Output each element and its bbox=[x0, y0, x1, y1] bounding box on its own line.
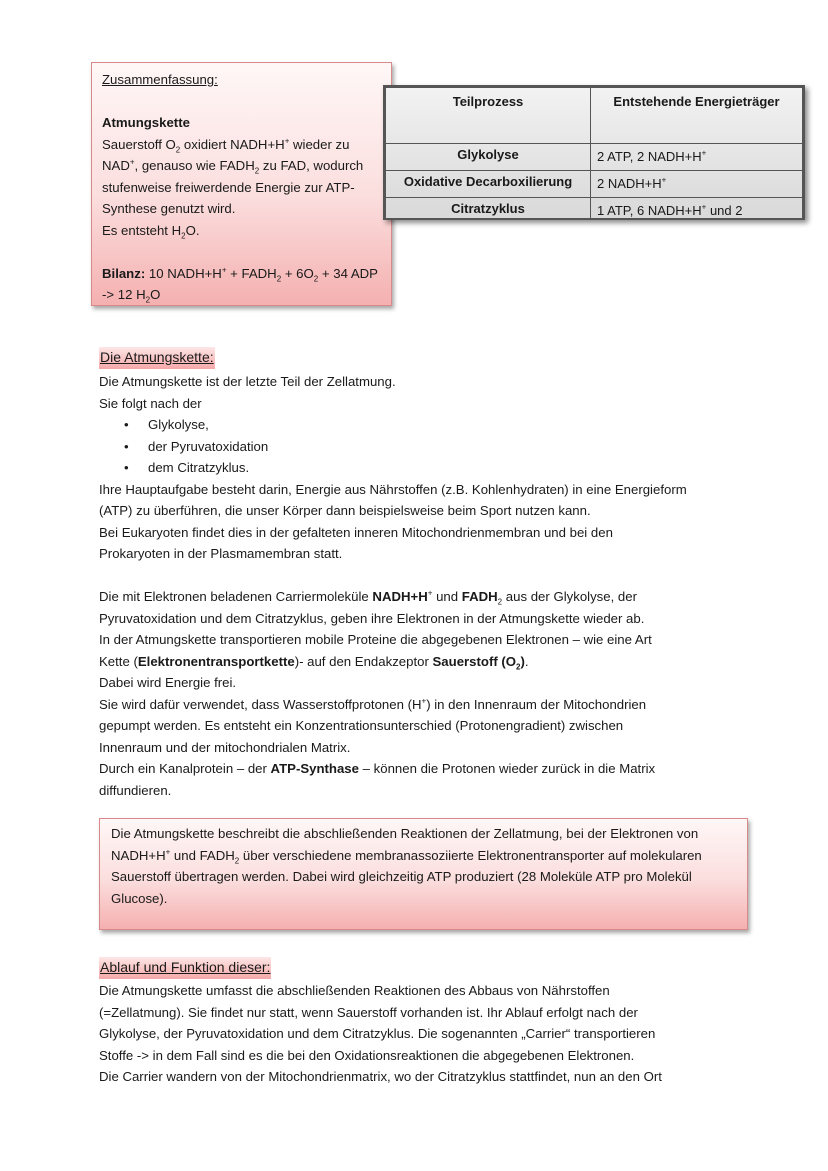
paragraph: Sie folgt nach der bbox=[99, 395, 202, 411]
table-cell-carriers: 1 ATP, 6 NADH+H+ und 2 bbox=[591, 198, 803, 221]
list-item: • der Pyruvatoxidation bbox=[148, 436, 739, 458]
paragraph: Glykolyse, der Pyruvatoxidation und dem Citratzyklus. Die sogenannten „Carrier“ transportieren bbox=[99, 1026, 656, 1041]
summary-line: Es entsteht $H_2O$. bbox=[102, 222, 200, 241]
definition-line: Die Atmungskette beschreibt die abschließenden Reaktionen der Zellatmung, bei der Elektronen von bbox=[111, 826, 699, 841]
paragraph: Innenraum und der mitochondrialen Matrix. bbox=[99, 739, 351, 755]
section-heading: Die Atmungskette: bbox=[99, 347, 215, 369]
list-item: • dem Citratzyklus. bbox=[148, 457, 739, 479]
table-cell-process: Oxidative Decarboxilierung bbox=[386, 171, 591, 198]
paragraph: Durch ein Kanalprotein – der ATP-Synthase – können die Protonen wieder zurück in die Matrix bbox=[99, 761, 656, 776]
summary-line: Sauerstoff $O_2$ oxidiert NADH+H+ wieder zu bbox=[102, 136, 350, 155]
bullet-list bbox=[99, 414, 739, 479]
table-cell-carriers: 2 ATP, 2 NADH+H+ bbox=[591, 144, 803, 171]
summary-bilanz: Bilanz: 10 NADH+H+ + $FADH_2 + 6O_2 + 34$ ADP bbox=[102, 265, 378, 284]
summary-heading: Zusammenfassung: bbox=[102, 72, 218, 87]
table-row bbox=[386, 198, 803, 221]
summary-line: Synthese genutzt wird. bbox=[102, 201, 236, 216]
table-cell-process: Glykolyse bbox=[386, 144, 591, 171]
paragraph: Pyruvatoxidation und dem Citratzyklus, geben ihre Elektronen in der Atmungskette wieder ab. bbox=[99, 610, 645, 626]
paragraph: Die Atmungskette umfasst die abschließenden Reaktionen des Abbaus von Nährstoffen bbox=[99, 983, 610, 998]
table-header-cell: Teilprozess bbox=[386, 88, 591, 144]
section-body bbox=[99, 371, 739, 801]
table-row bbox=[386, 171, 803, 198]
summary-line: stufenweise freiwerdende Energie zur ATP- bbox=[102, 179, 355, 195]
paragraph: Bei Eukaryoten findet dies in der gefalteten inneren Mitochondrienmembran und bei den bbox=[99, 524, 613, 540]
table-header-cell: Entstehende Energieträger bbox=[591, 88, 803, 144]
paragraph: Dabei wird Energie frei. bbox=[99, 675, 237, 690]
paragraph: Die Carrier wandern von der Mitochondrienmatrix, wo der Citratzyklus stattfindet, nun an den Ort bbox=[99, 1069, 662, 1084]
paragraph: diffundieren. bbox=[99, 782, 172, 798]
definition-line: Glucose). bbox=[111, 890, 168, 906]
table-row bbox=[386, 144, 803, 171]
energy-table bbox=[383, 85, 805, 220]
section-heading: Ablauf und Funktion dieser: bbox=[99, 957, 271, 979]
list-item: • Glykolyse, bbox=[148, 414, 739, 436]
paragraph: Prokaryoten in der Plasmamembran statt. bbox=[99, 546, 343, 561]
definition-line: Sauerstoff übertragen werden. Dabei wird gleichzeitig ATP produziert (28 Moleküle ATP pro Molekül bbox=[111, 869, 692, 884]
paragraph: In der Atmungskette transportieren mobile Proteine die abgegebenen Elektronen – wie eine Art bbox=[99, 632, 652, 647]
paragraph: Sie wird dafür verwendet, dass Wasserstoffprotonen (H+) in den Innenraum der Mitochondrien bbox=[99, 696, 647, 712]
paragraph: (ATP) zu überführen, die unser Körper dann beispielsweise beim Sport nutzen kann. bbox=[99, 503, 591, 518]
paragraph: Die mit Elektronen beladenen Carriermoleküle NADH+H+ und $FADH_2$ aus der Glykolyse, der bbox=[99, 588, 637, 607]
definition-box bbox=[99, 818, 748, 930]
table-header-row bbox=[386, 88, 803, 144]
paragraph: (=Zellatmung). Sie findet nur statt, wenn Sauerstoff vorhanden ist. Ihr Ablauf erfolgt nach der bbox=[99, 1004, 638, 1020]
summary-box bbox=[91, 62, 392, 306]
paragraph: gepumpt werden. Es entsteht ein Konzentrationsunterschied (Protonengradient) zwischen bbox=[99, 718, 624, 733]
section-body bbox=[99, 980, 739, 1088]
paragraph: Die Atmungskette ist der letzte Teil der Zellatmung. bbox=[99, 374, 396, 389]
summary-title: Atmungskette bbox=[102, 115, 190, 130]
definition-line: NADH+H+ und $FADH_2$ über verschiedene membranassoziierte Elektronentransporter auf molekularen bbox=[111, 847, 702, 866]
summary-bilanz-line2: -> 12 $H_2O$ bbox=[102, 287, 161, 305]
paragraph: Kette (Elektronentransportkette)- auf den Endakzeptor Sauerstoff $(O_2)$. bbox=[99, 653, 529, 672]
table-cell-process: Citratzyklus bbox=[386, 198, 591, 221]
summary-line: NAD+, genauso wie $FADH_2$ zu FAD, wodurch bbox=[102, 157, 364, 176]
table-cell-carriers: 2 NADH+H+ bbox=[591, 171, 803, 198]
paragraph: Stoffe -> in dem Fall sind es die bei den Oxidationsreaktionen die abgegebenen Elektronen. bbox=[99, 1047, 635, 1063]
paragraph: Ihre Hauptaufgabe besteht darin, Energie aus Nährstoffen (z.B. Kohlenhydraten) in eine Energieform bbox=[99, 481, 687, 497]
